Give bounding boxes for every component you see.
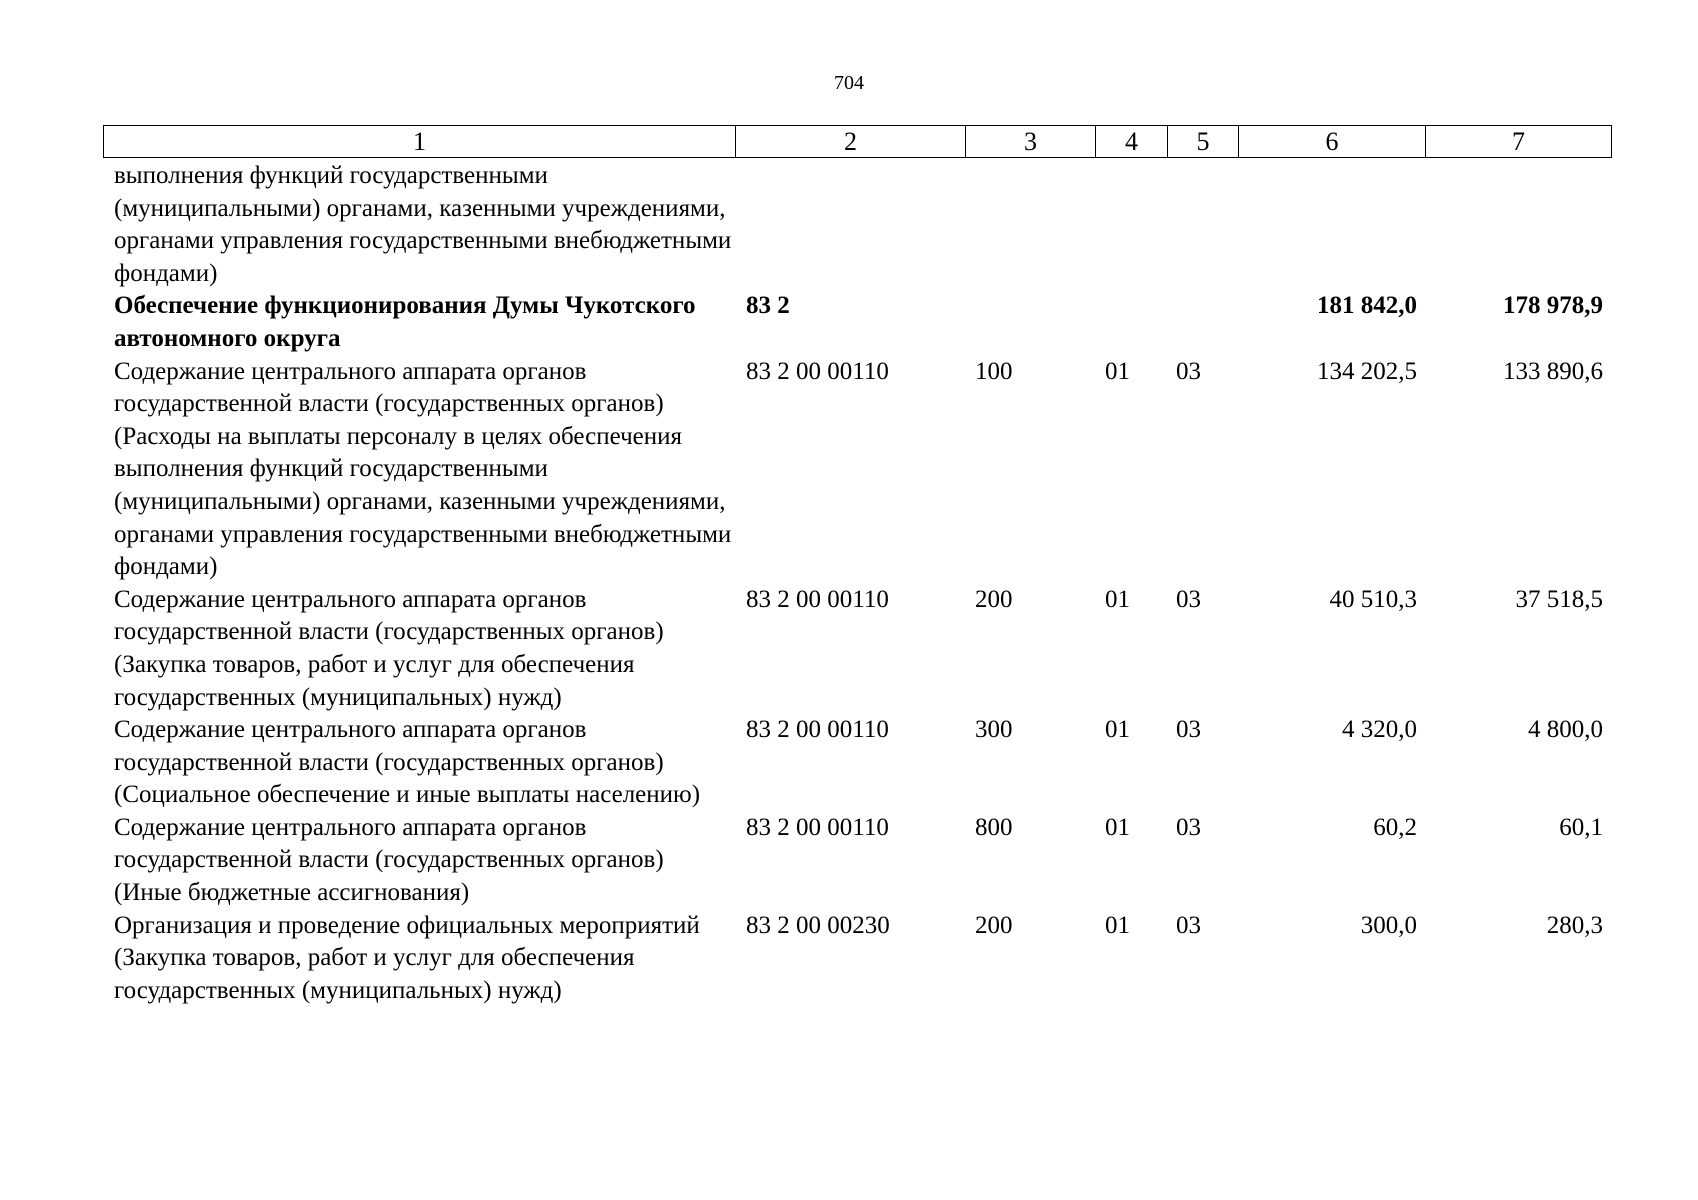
row-sum-2: 4 800,0 bbox=[1528, 716, 1603, 744]
row-sum-1: 40 510,3 bbox=[1329, 585, 1417, 613]
header-cell-7: 7 bbox=[1426, 126, 1612, 158]
row-pr: 03 bbox=[1176, 813, 1201, 841]
row-sum-2: 280,3 bbox=[1546, 911, 1603, 939]
header-cell-2: 2 bbox=[736, 126, 966, 158]
row-name: Обеспечение функционирования Думы Чукотского автономного округа bbox=[114, 292, 696, 352]
row-rz: 01 bbox=[1105, 813, 1130, 841]
header-cell-1: 1 bbox=[104, 126, 736, 158]
row-name: выполнения функций государственными (муниципальными) органами, казенными учреждениями, органами управления государственными внебюджетными фондами) bbox=[114, 162, 732, 287]
row-pr: 03 bbox=[1176, 716, 1201, 744]
row-pr: 03 bbox=[1176, 357, 1201, 385]
row-name: Содержание центрального аппарата органов государственной власти (государственных органов) (Иные бюджетные ассигнования) bbox=[114, 813, 664, 907]
row-sum-2: 133 890,6 bbox=[1503, 357, 1603, 385]
table-row bbox=[103, 160, 1611, 290]
table-row-section bbox=[103, 290, 1611, 355]
row-vr: 100 bbox=[975, 357, 1013, 385]
row-name: Содержание центрального аппарата органов государственной власти (государственных органов) (Закупка товаров, работ и услуг для обеспечения государственных (муниципальных) нужд) bbox=[114, 585, 664, 711]
header-cell-6: 6 bbox=[1239, 126, 1426, 158]
header-cell-5: 5 bbox=[1168, 126, 1239, 158]
row-rz: 01 bbox=[1105, 585, 1130, 613]
row-name: Содержание центрального аппарата органов государственной власти (государственных органов) (Расходы на выплаты персоналу в целях обеспечения выполнения функций государственными (муниципальными) органами, казенными учреждениями, органами управления государственными внебюджетными фондами) bbox=[114, 357, 732, 581]
row-rz: 01 bbox=[1105, 716, 1130, 744]
row-rz: 01 bbox=[1105, 357, 1130, 385]
row-sum-1: 134 202,5 bbox=[1317, 357, 1417, 385]
table-row bbox=[103, 910, 1611, 1008]
row-vr: 200 bbox=[975, 585, 1013, 613]
row-vr: 800 bbox=[975, 813, 1013, 841]
row-sum-2: 178 978,9 bbox=[1503, 292, 1603, 320]
column-number-header bbox=[103, 125, 1612, 158]
table-row bbox=[103, 812, 1611, 910]
header-row bbox=[104, 126, 1612, 158]
row-vr: 200 bbox=[975, 911, 1013, 939]
row-vr: 300 bbox=[975, 716, 1013, 744]
row-name: Содержание центрального аппарата органов государственной власти (государственных органов) (Социальное обеспечение и иные выплаты населению) bbox=[114, 716, 701, 809]
row-code: 83 2 00 00110 bbox=[746, 813, 889, 841]
table-row bbox=[103, 584, 1611, 714]
row-sum-2: 37 518,5 bbox=[1515, 585, 1603, 613]
header-cell-4: 4 bbox=[1096, 126, 1168, 158]
row-code: 83 2 00 00110 bbox=[746, 357, 889, 385]
budget-table-body bbox=[103, 160, 1611, 1007]
row-code: 83 2 bbox=[746, 292, 790, 320]
row-sum-1: 300,0 bbox=[1360, 911, 1417, 939]
row-rz: 01 bbox=[1105, 911, 1130, 939]
row-pr: 03 bbox=[1176, 585, 1201, 613]
row-pr: 03 bbox=[1176, 911, 1201, 939]
row-sum-1: 60,2 bbox=[1373, 813, 1417, 841]
row-sum-2: 60,1 bbox=[1559, 813, 1603, 841]
row-sum-1: 181 842,0 bbox=[1317, 292, 1417, 320]
row-name: Организация и проведение официальных мероприятий (Закупка товаров, работ и услуг для обеспечения государственных (муниципальных) нужд) bbox=[114, 911, 700, 1004]
header-cell-3: 3 bbox=[966, 126, 1096, 158]
table-row bbox=[103, 356, 1611, 584]
row-code: 83 2 00 00230 bbox=[746, 911, 890, 939]
row-code: 83 2 00 00110 bbox=[746, 585, 889, 613]
page-number: 704 bbox=[834, 72, 864, 94]
row-sum-1: 4 320,0 bbox=[1342, 716, 1417, 744]
row-code: 83 2 00 00110 bbox=[746, 716, 889, 744]
table-row bbox=[103, 714, 1611, 812]
